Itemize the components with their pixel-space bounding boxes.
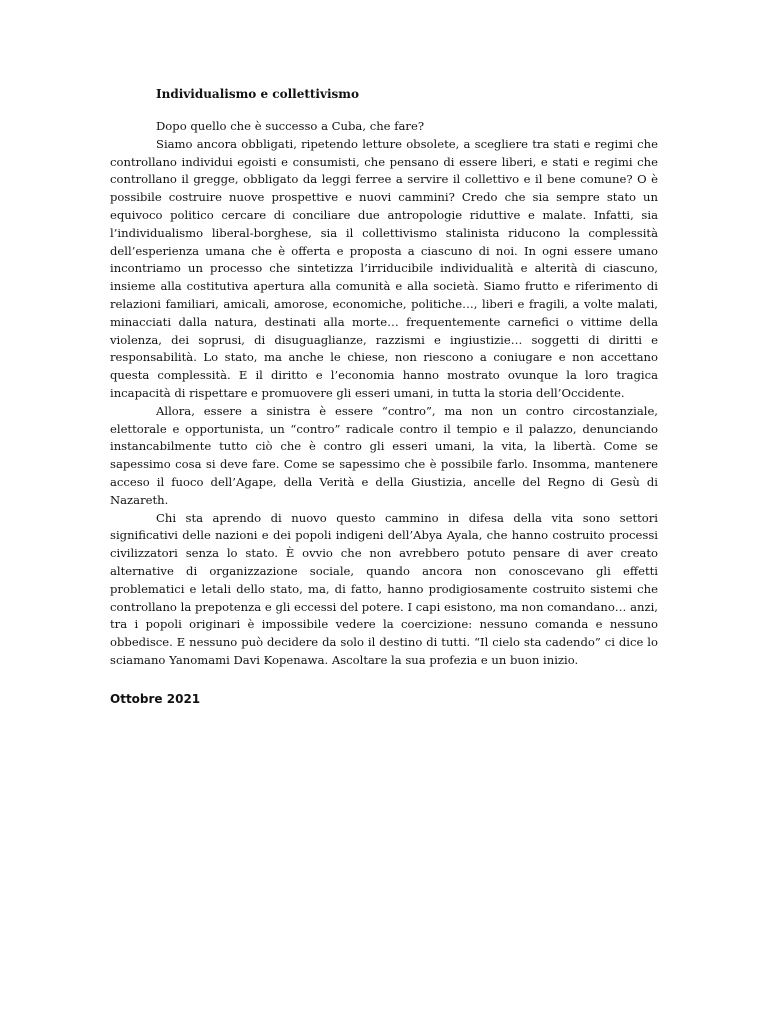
document-title: Individualismo e collettivismo [156, 87, 359, 101]
paragraph-4: Chi sta aprendo di nuovo questo cammino in difesa della vita sono settori significativi delle nazioni e dei popoli indigeni dell’Abya Ayala, che hanno costruito processi civilizzatori senza lo stato. È ovvio che non avrebbero potuto pensare di aver creato alternative di organizzazione sociale, quando ancora non conoscevano gli effetti problematici e letali dello stato, ma, di fatto, hanno prodigiosamente costruito sistemi che controllano la prepotenza e gli eccessi del potere. I capi esistono, ma non comandano… anzi, tra i popoli originari è impossibile vedere la coercizione: nessuno comanda e nessuno obbedisce. E nessuno può decidere da solo il destino di tutti. “Il cielo sta cadendo” ci dice lo sciamano Yanomami Davi Kopenawa. Ascoltare la sua profezia e un buon inizio. [110, 510, 658, 667]
paragraph-2: Siamo ancora obbligati, ripetendo letture obsolete, a scegliere tra stati e regimi che controllano individui egoisti e consumisti, che pensano di essere liberi, e stati e regimi che controllano il gregge, obbligato da leggi ferree a servire il collettivo e il bene comune? O è possibile costruire nuove prospettive e nuovi cammini? Credo che sia sempre stato un equivoco politico cercare di conciliare due antropologie riduttive e malate. Infatti, sia l’individualismo liberal-borghese, sia il collettivismo stalinista riducono la complessità dell’esperienza umana che è offerta e proposta a ciascuno di noi. In ogni essere umano incontriamo un processo che sintetizza l’irriducibile individualità e alterità di ciascuno, insieme alla costitutiva apertura alla comunità e alla società. Siamo frutto e riferimento di relazioni familiari, amicali, amorose, economiche, politiche…, liberi e fragili, a volte malati, minacciati dalla natura, destinati alla morte… frequentemente carnefici o vittime della violenza, dei soprusi, di disuguaglianze, razzismi e ingiustizie… soggetti di diritti e responsabilità. Lo stato, ma anche le chiese, non riescono a coniugare e non accettano questa complessità. E il diritto e l’economia hanno mostrato ovunque la loro tragica incapacità di rispettare e promuovere gli esseri umani, in tutta la storia dell’Occidente. [110, 136, 658, 400]
document-date: Ottobre 2021 [110, 692, 201, 706]
document-body [110, 118, 658, 670]
paragraph-1: Dopo quello che è successo a Cuba, che fare? [156, 119, 425, 133]
paragraph-3: Allora, essere a sinistra è essere “contro”, ma non un contro circostanziale, elettorale e opportunista, un “contro” radicale contro il tempio e il palazzo, denunciando instancabilmente tutto ciò che è contro gli esseri umani, la vita, la libertà. Come se sapessimo cosa si deve fare. Come se sapessimo che è possibile farlo. Insomma, mantenere acceso il fuoco dell’Agape, della Verità e della Giustizia, ancelle del Regno di Gesù di Nazareth. [110, 403, 658, 507]
